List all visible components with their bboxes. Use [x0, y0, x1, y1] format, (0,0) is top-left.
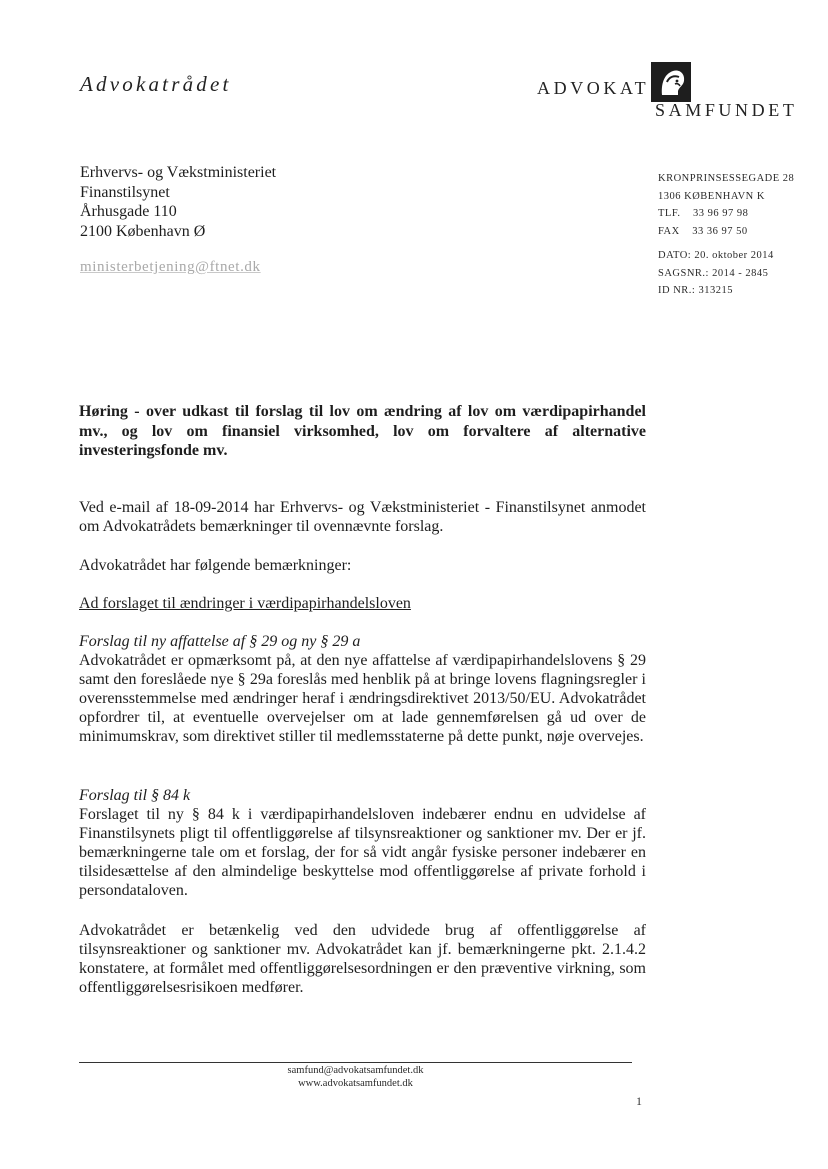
recipient-address — [80, 163, 276, 241]
sender-address: KRONPRINSESSEGADE 28 — [658, 173, 795, 184]
subsection-heading: Forslag til § 84 k — [79, 787, 191, 804]
sender-phone: TLF. 33 96 97 98 — [658, 208, 749, 219]
logo-text-advokat: ADVOKAT — [537, 78, 650, 98]
footer-contact — [79, 1064, 632, 1090]
final-paragraph-text: Advokatrådet er betænkelig ved den udvidede brug af offentliggørelse af tilsynsreaktioner og sanktioner mv. Advokatrådet kan jf. bemærkningerne pkt. 2.1.4.2 konstatere, at formålet med offentliggørelsesordningen er den præventive virkning, som offentliggørelsesrisikoen medfører. — [79, 922, 646, 996]
intro-text: Ved e-mail af 18-09-2014 har Erhvervs- og Vækstministeriet - Finanstilsynet anmodet om Advokatrådets bemærkninger til ovennævnte forslag. — [79, 499, 646, 535]
sender-city: 1306 KØBENHAVN K — [658, 190, 765, 202]
page-number: 1 — [636, 1094, 642, 1108]
case-number: SAGSNR.: 2014 - 2845 — [658, 267, 769, 279]
helmet-head-icon — [651, 62, 691, 102]
footer-website[interactable]: www.advokatsamfundet.dk — [298, 1078, 413, 1089]
intro-paragraph — [79, 498, 646, 536]
footer-email[interactable]: samfund@advokatsamfundet.dk — [287, 1065, 424, 1076]
sender-fax: FAX 33 36 97 50 — [658, 225, 748, 237]
id-number: ID NR.: 313215 — [658, 285, 733, 296]
subsection-heading: Forslag til ny affattelse af § 29 og ny § 29 a — [79, 633, 361, 650]
recipient-email[interactable]: ministerbetjening@ftnet.dk — [80, 259, 261, 275]
letter-subject — [79, 402, 646, 461]
advokatraadet-brand: Advokatrådet — [80, 72, 232, 96]
subject-text: Høring - over udkast til forslag til lov om ændring af lov om værdipapirhandel mv., og lov om finansiel virksomhed, lov om forvaltere af alternative investeringsfonde mv. — [79, 403, 646, 459]
recipient-line: 2100 København Ø — [80, 222, 206, 240]
recipient-line: Erhvervs- og Vækstministeriet — [80, 164, 277, 181]
subsection-text: Advokatrådet er opmærksomt på, at den nye affattelse af værdipapirhandelslovens § 29 samt den foreslåede nye § 29a foreslås med henblik på at bringe lovens flagningsregler i overensstemmelse med ændringer heraf i ændringsdirektivet 2013/50/EU. Advokatrådet opfordrer til, at eventuelle overvejelser om at lade gennemførelsen gå ud over de minimumskrav, som direktivet stiller til medlemsstaterne på dette punkt, nøje overvejes. — [79, 652, 646, 745]
intro-paragraph-2 — [79, 556, 646, 575]
subsection-text: Forslaget til ny § 84 k i værdipapirhandelsloven indebærer endnu en udvidelse af Finanstilsynets pligt til offentliggørelse af tilsynsreaktioner og sanktioner mv. Der er jf. bemærkningerne tale om et forslag, der for så vidt angår fysiske personer indebærer en tilsidesættelse af den almindelige beskyttelse mod offentliggørelse af private forhold i persondataloven. — [79, 806, 646, 899]
recipient-line: Århusgade 110 — [80, 203, 177, 220]
logo-text-samfundet: SAMFUNDET — [655, 100, 798, 120]
intro2-text: Advokatrådet har følgende bemærkninger: — [79, 557, 352, 574]
letter-date: DATO: 20. oktober 2014 — [658, 250, 774, 261]
subsection-84k — [79, 786, 646, 900]
final-paragraph — [79, 921, 646, 997]
section-heading: Ad forslaget til ændringer i værdipapirhandelsloven — [79, 595, 411, 612]
sender-info — [658, 170, 794, 300]
recipient-line: Finanstilsynet — [80, 183, 170, 201]
subsection-29 — [79, 632, 646, 746]
footer-divider — [79, 1062, 632, 1063]
